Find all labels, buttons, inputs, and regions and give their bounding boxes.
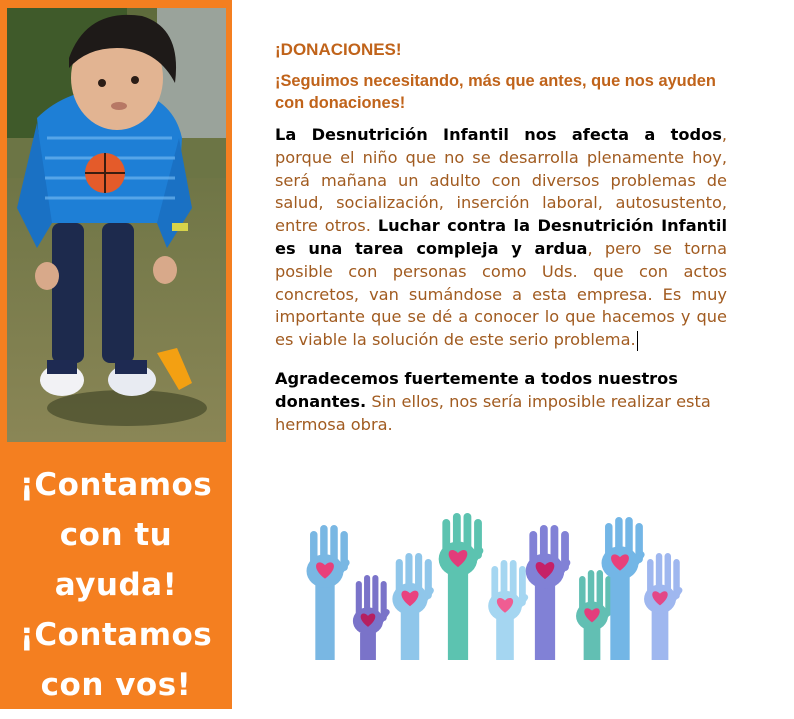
page-title: ¡DONACIONES! (275, 40, 402, 59)
raised-hand (488, 560, 529, 660)
text-consequences: , porque el niño que no se desarrolla plenamente hoy, será mañana un adulto con diversos problemas de salud, socialización, inserción laboral, autosustento, entre otros. (275, 125, 727, 236)
raised-hand (353, 575, 391, 660)
raised-hand (307, 525, 351, 660)
emphasis-thanks: Agradecemos fuertemente a todos nuestros donantes. (275, 368, 678, 411)
left-orange-panel (0, 0, 232, 709)
hands-with-hearts-illustration (300, 505, 700, 660)
text-thanks: Sin ellos, nos sería imposible realizar esta hermosa obra. (275, 391, 711, 434)
slogan-line-1: ¡Contamos (19, 467, 213, 503)
raised-hand (526, 525, 572, 660)
raised-hand (439, 513, 485, 660)
donations-content (275, 40, 727, 436)
slogan-line-4: ¡Contamos (19, 617, 213, 653)
emphasis-malnutrition: La Desnutrición Infantil nos afecta a todos (275, 125, 722, 144)
raised-hands-group (307, 513, 684, 660)
child-photo (7, 8, 226, 442)
raised-hand (576, 570, 616, 660)
donation-subheading: ¡Seguimos necesitando, más que antes, que nos ayuden con donaciones! (275, 72, 716, 112)
text-possible: , pero se torna posible con personas como Uds. que con actos concretos, van sumándose a esta empresa. Es muy importante que se dé a conocer lo que hacemos y que es viable la solución de este serio problema. (275, 238, 727, 350)
text-cursor (637, 331, 638, 351)
child-photo-illustration (7, 8, 226, 442)
emphasis-fight: Luchar contra la Desnutrición Infantil es una tarea compleja y ardua (275, 216, 728, 258)
slogan-line-2: con tu (59, 517, 173, 553)
body-paragraph-2 (275, 368, 727, 436)
body-paragraph-1 (275, 124, 727, 352)
slogan-line-5: con vos! (40, 667, 192, 703)
raised-hand (644, 553, 684, 660)
slogan-text (0, 460, 232, 710)
raised-hand (392, 553, 435, 660)
slogan-line-3: ayuda! (54, 567, 178, 603)
